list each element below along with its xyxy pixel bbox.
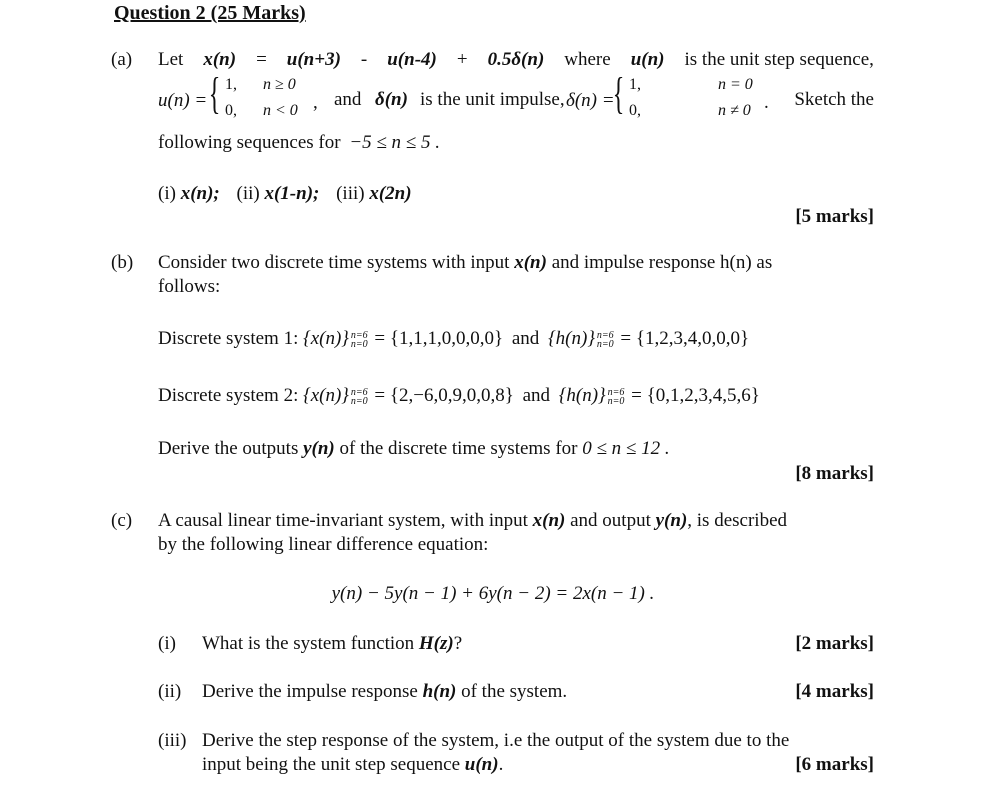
delta-def-lhs: δ(n) = [566, 90, 615, 111]
sys1-h: {h(n)} [548, 328, 595, 349]
c-iii-un: u(n) [464, 754, 499, 775]
sys2-h-limits [608, 388, 625, 406]
sys1-x-vals: = {1,1,1,0,0,0,0} [374, 328, 504, 349]
c-iii-marks: [6 marks] [795, 754, 874, 775]
sys2-h-sup: n=6 [607, 386, 625, 398]
u-def-comma: , [313, 92, 318, 113]
c-i-marks: [2 marks] [795, 633, 874, 654]
u-def-lhs: u(n) = [158, 90, 208, 111]
part-a-is-unit-step: is the unit step sequence, [684, 49, 874, 70]
part-c-line1 [158, 510, 787, 532]
c-i-text: What is the system function [202, 633, 415, 654]
sys2-h: {h(n)} [558, 385, 606, 406]
u-case2-val: 0, [225, 102, 237, 119]
derive-range: 0 ≤ n ≤ 12 . [582, 438, 670, 459]
c-ii-text: Derive the impulse response [202, 681, 418, 702]
c-ii-hn: h(n) [422, 681, 457, 702]
sys2-x-limits [351, 388, 368, 406]
part-a-eq: = [256, 49, 267, 70]
c-i-hz: H(z) [418, 633, 454, 654]
following-range: −5 ≤ n ≤ 5 . [349, 132, 440, 153]
part-a-term2: u(n-4) [387, 49, 437, 70]
sys1-x-limits [351, 331, 368, 349]
sys1-label: Discrete system 1: [158, 328, 299, 349]
c-ii-line [202, 681, 567, 703]
sys2-h-sub: n=0 [607, 395, 625, 407]
part-a-plus: + [456, 49, 468, 70]
sys2-label: Discrete system 2: [158, 385, 299, 406]
c-iii-dot: . [498, 754, 504, 775]
sys1-x-sub: n=0 [350, 338, 368, 350]
c-iii-line2-text: input being the unit step sequence [202, 754, 461, 775]
part-a-where: where [564, 49, 611, 70]
sys1-x: {x(n)} [303, 328, 349, 349]
following-line [158, 132, 440, 154]
part-b-marks: [8 marks] [795, 463, 874, 484]
derive-b: of the discrete time systems for [339, 438, 578, 459]
part-b-line1-a: Consider two discrete time systems with input [158, 252, 510, 273]
part-c-line1-c: , is described [687, 510, 788, 531]
c-i-q: ? [453, 633, 463, 654]
d-case1-cond: n = 0 [718, 76, 753, 93]
part-a-let: Let [158, 49, 184, 70]
part-a-xn: x(n) [203, 49, 237, 70]
item-iii-text: x(2n) [369, 183, 412, 204]
part-a-label: (a) [111, 49, 133, 70]
sys1-h-limits [597, 331, 614, 349]
part-b-line1-b: and impulse response h(n) as [551, 252, 773, 273]
derive-yn: y(n) [303, 438, 335, 459]
system1-line [158, 328, 749, 350]
delta-def-brace: { [612, 69, 625, 118]
part-a-term1: u(n+3) [286, 49, 341, 70]
part-a-marks: [5 marks] [795, 206, 874, 227]
sys2-and: and [522, 385, 551, 406]
d-case2-cond: n ≠ 0 [718, 102, 751, 119]
question-title: Question 2 (25 Marks) [114, 2, 306, 24]
u-def-brace: { [208, 69, 221, 118]
sys2-x-sup: n=6 [350, 386, 368, 398]
is-unit-impulse: is the unit impulse, [420, 89, 565, 110]
c-ii-marks: [4 marks] [795, 681, 874, 702]
part-c-line1-a: A causal linear time-invariant system, with input [158, 510, 528, 531]
and-text: and [334, 89, 362, 110]
d-case1-val: 1, [629, 76, 641, 93]
sys2-x-vals: = {2,−6,0,9,0,0,8} [374, 385, 514, 406]
delta-def-period: . [764, 92, 769, 113]
c-iii-line2 [202, 754, 503, 776]
item-i-label: (i) [158, 183, 176, 204]
part-a-term3: 0.5δ(n) [487, 49, 545, 70]
item-ii-text: x(1-n); [264, 183, 320, 204]
part-a-minus: - [360, 49, 368, 70]
delta-n: δ(n) [375, 89, 408, 110]
derive-line [158, 438, 670, 460]
sys2-x-sub: n=0 [350, 395, 368, 407]
d-case2-val: 0, [629, 102, 641, 119]
derive-a: Derive the outputs [158, 438, 299, 459]
c-ii-tail: of the system. [461, 681, 568, 702]
part-a-items [158, 183, 412, 205]
c-i-label: (i) [158, 633, 176, 654]
c-iii-label: (iii) [158, 730, 187, 751]
part-c-xn: x(n) [532, 510, 566, 531]
part-c-line1-b: and output [570, 510, 651, 531]
sys1-x-sup: n=6 [350, 329, 368, 341]
item-ii-label: (ii) [236, 183, 260, 204]
c-i-line [202, 633, 462, 655]
item-i-text: x(n); [180, 183, 220, 204]
part-b-xn: x(n) [514, 252, 547, 273]
part-c-label: (c) [111, 510, 133, 531]
sketch-the: Sketch the [794, 89, 874, 110]
following-text: following sequences for [158, 132, 341, 153]
difference-equation: y(n) − 5y(n − 1) + 6y(n − 2) = 2x(n − 1) . [331, 583, 655, 604]
sys1-h-sup: n=6 [596, 329, 614, 341]
sys2-h-vals: = {0,1,2,3,4,5,6} [631, 385, 760, 406]
sys2-x: {x(n)} [303, 385, 349, 406]
sys1-h-vals: = {1,2,3,4,0,0,0} [620, 328, 750, 349]
u-case1-val: 1, [225, 76, 237, 93]
part-b-label: (b) [111, 252, 134, 273]
part-a-line1 [158, 49, 874, 71]
sys1-and: and [511, 328, 540, 349]
part-b-line1 [158, 252, 772, 274]
u-case1-cond: n ≥ 0 [263, 76, 296, 93]
system2-line [158, 385, 760, 407]
c-iii-line1: Derive the step response of the system, i.e the output of the system due to the [202, 730, 790, 751]
part-b-line2: follows: [158, 276, 221, 297]
u-case2-cond: n < 0 [263, 102, 298, 119]
c-ii-label: (ii) [158, 681, 182, 702]
item-iii-label: (iii) [336, 183, 365, 204]
part-a-un: u(n) [630, 49, 665, 70]
part-c-line2: by the following linear difference equation: [158, 534, 489, 555]
part-c-yn: y(n) [655, 510, 688, 531]
sys1-h-sub: n=0 [596, 338, 614, 350]
